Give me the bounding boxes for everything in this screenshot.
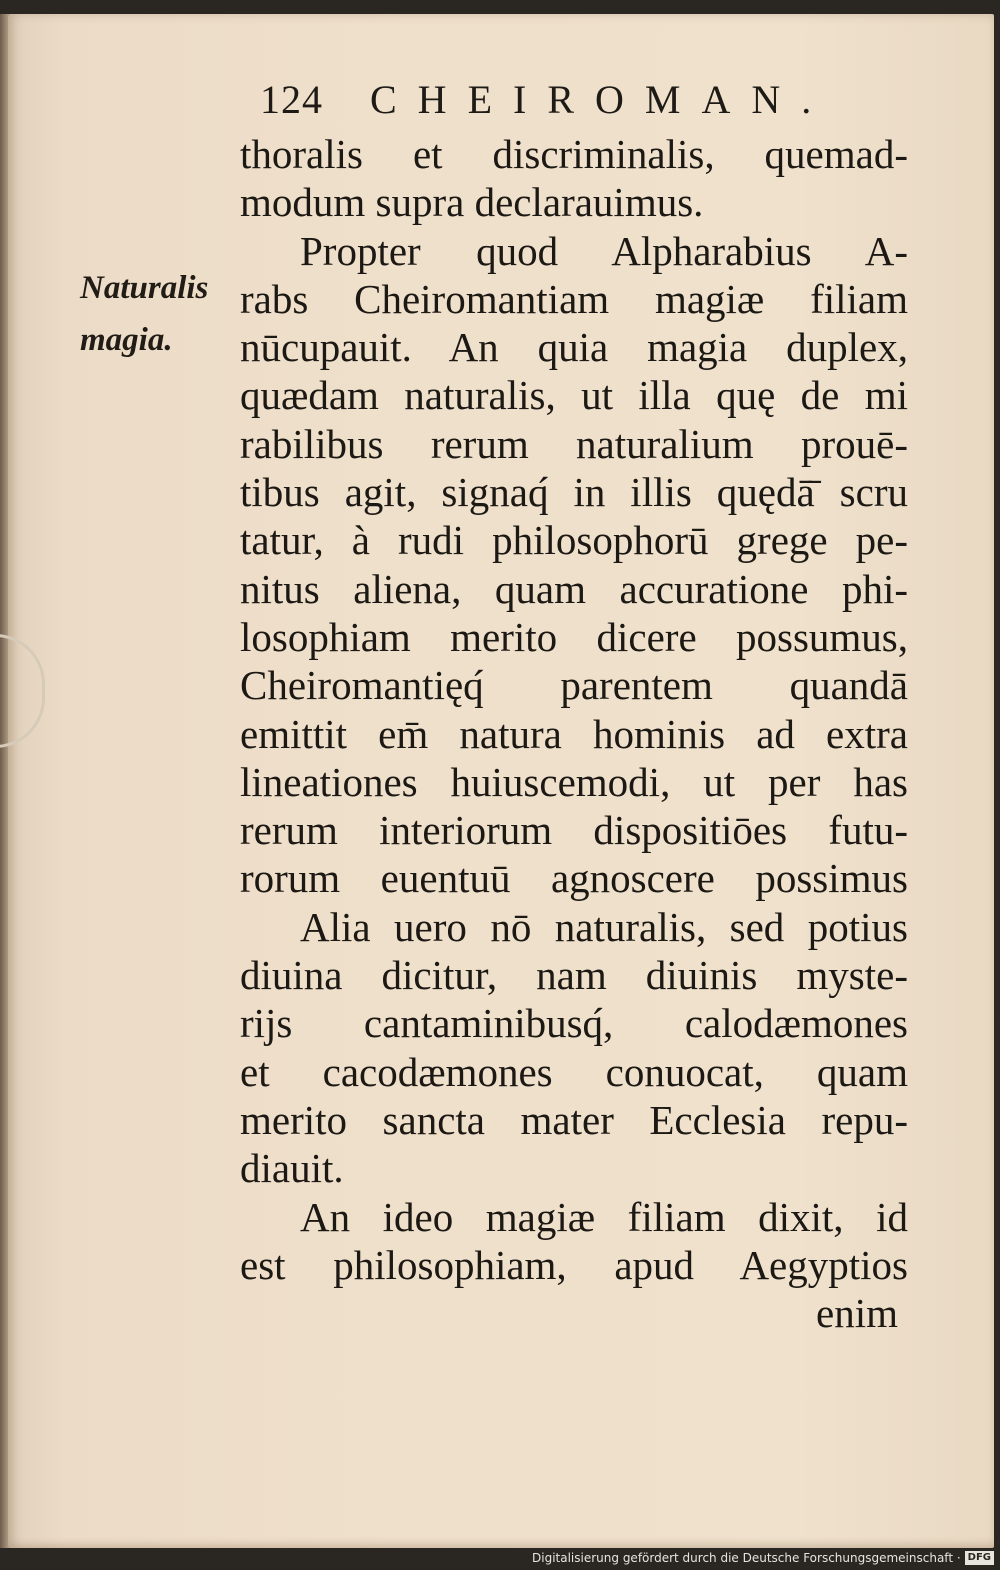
body-text — [240, 130, 908, 1337]
margin-note — [80, 262, 230, 366]
text-line: quædam naturalis, ut illa quę de mi — [240, 372, 908, 419]
running-head — [260, 70, 900, 126]
digitization-credit — [532, 1548, 994, 1568]
text-line: est philosophiam, apud Aegyptios — [240, 1241, 908, 1288]
text-line: modum supra declarauimus. — [240, 179, 704, 226]
text-line: tibus agit, signaq́ in illis quędā̄ scru — [240, 469, 908, 516]
text-line: Cheiromantięq́ parentem quandā — [240, 662, 908, 709]
margin-note-line: Naturalis — [80, 270, 209, 306]
page-number: 124 — [260, 77, 323, 122]
text-line: thoralis et discriminalis, quemad- — [240, 131, 908, 177]
text-line: diuina dicitur, nam diuinis myste- — [240, 952, 908, 999]
text-line: nitus aliena, quam accuratione phi- — [240, 565, 908, 612]
text-line: emittit em̄ natura hominis ad extra — [240, 710, 908, 757]
text-line: Alia uero nō naturalis, sed potius — [300, 903, 908, 950]
text-line: rorum euentuū agnoscere possimus — [240, 855, 908, 902]
text-line: losophiam merito dicere possumus, — [240, 613, 908, 660]
text-line: rabilibus rerum naturalium prouē- — [240, 420, 908, 467]
text-line: Propter quod Alpharabius A- — [300, 227, 908, 274]
text-line: lineationes huiuscemodi, ut per has — [240, 758, 908, 805]
text-line: tatur, à rudi philosophorū grege pe- — [240, 517, 908, 564]
credit-text: Digitalisierung gefördert durch die Deutsche Forschungsgemeinschaft · — [532, 1551, 961, 1565]
text-line: rerum interiorum dispositiōes futu- — [240, 807, 908, 854]
text-line: rabs Cheiromantiam magiæ filiam — [240, 275, 908, 322]
running-title: CHEIROMAN. — [370, 77, 833, 122]
text-line: merito sancta mater Ecclesia repu- — [240, 1096, 908, 1143]
text-line: et cacodæmones conuocat, quam — [240, 1048, 908, 1095]
text-line: An ideo magiæ filiam dixit, id — [300, 1193, 908, 1240]
text-line: rijs cantaminibusq́, calodæmones — [240, 1000, 908, 1047]
text-line: diauit. — [240, 1145, 344, 1192]
margin-note-line: magia. — [80, 322, 173, 358]
dfg-logo: DFG — [965, 1551, 994, 1565]
text-line: nūcupauit. An quia magia duplex, — [240, 324, 908, 371]
catchword: enim — [816, 1290, 898, 1337]
